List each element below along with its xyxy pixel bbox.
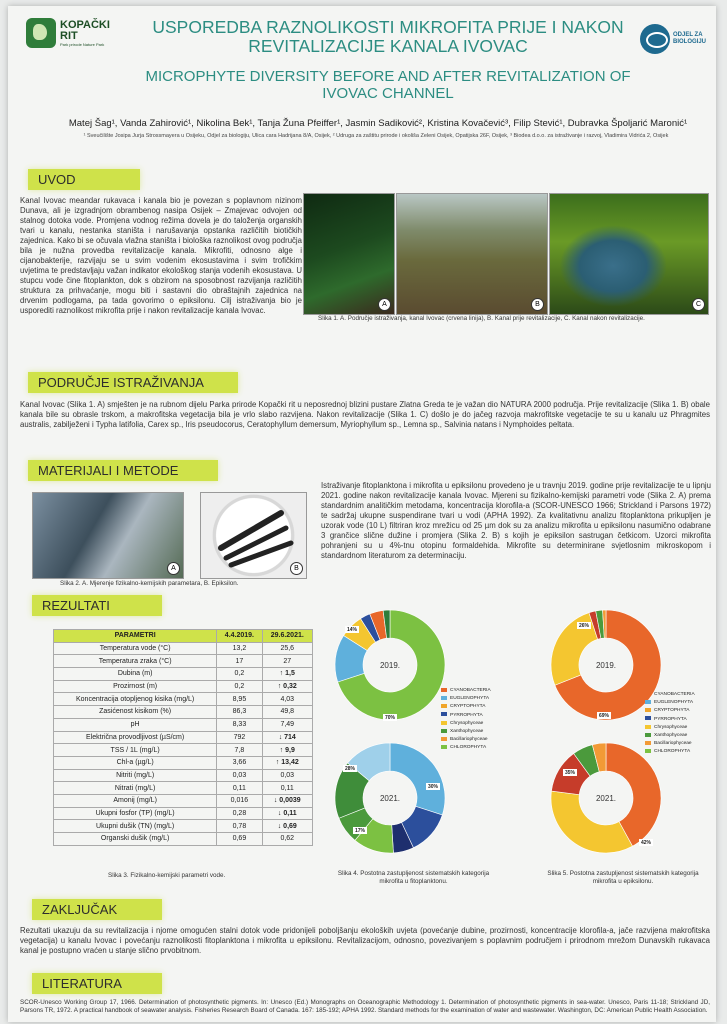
donut-data-label: 35% xyxy=(564,770,576,776)
table-cell-parameter: Nitriti (mg/L) xyxy=(54,769,217,782)
legend-item xyxy=(441,703,511,711)
kopacki-rit-logo xyxy=(26,18,110,48)
table-row xyxy=(54,744,313,757)
legend-item xyxy=(441,744,511,752)
table-cell-2021: ↓ 0,69 xyxy=(262,820,312,833)
legend-item xyxy=(645,740,715,748)
logo-name-1: KOPAČKI xyxy=(60,18,110,31)
table-cell-2019: 0,28 xyxy=(217,807,262,820)
legend-label: EUGLENOPHYTA xyxy=(654,700,694,706)
legend-swatch xyxy=(645,741,651,745)
table-cell-2019: 0,2 xyxy=(217,668,262,681)
table-row xyxy=(54,756,313,769)
table-header-row xyxy=(54,630,313,643)
table-row xyxy=(54,706,313,719)
table-cell-2021: ↑ 0,32 xyxy=(262,680,312,693)
photo-map xyxy=(303,193,395,315)
donut-center-label: 2019. xyxy=(379,661,401,670)
table-cell-2021: 0,11 xyxy=(262,782,312,795)
table-row xyxy=(54,642,313,655)
uvod-text-body: Kanal Ivovac meandar rukavaca i kanala bio je povezan s poplavnom nizinom Dunava, ali je izgradnjom obrambenog nasipa Osijek – Zmajevac odvojen od stalnog dotoka vode. Promjena vodnog režima dovela je do taloženja organskih tvari u kanalu, nestanka staništa i narušavanja opstanka različitih biotičkih zajednica. Kako bi se očuvala vlažna staništa i biološka raznolikost ovog područja bila je nužna provedba revitalizacije kanala. Mikrofiti, odnosno alge i cijanobakterije, razvijaju se u svim vodenim ekosustavima i svim trofičkim uvjetima te predstavljaju važan indikator ekološkog stanja vodenih ekosustava. U stupcu vode čine fitoplankton, dok s obzirom na sposobnost razvijanja različitih struktura za prihvaćanje, mogu biti i sastavni dio obraštajnih zajednica na drvenim podlogama, pa tada govorimo o epiksilonu. Cilj istraživanja bio je usporediti raznolikost mikrofita prije i nakon revitalizacije kanala Ivovac. xyxy=(20,196,302,315)
legend-epiksilon xyxy=(645,691,715,757)
legend-label: Xanthophyceae xyxy=(450,729,484,735)
legend-label: Xanthophyceae xyxy=(654,733,688,739)
dept-name-2: BIOLOGIJU xyxy=(672,39,706,45)
legend-label: Bacillariophyceae xyxy=(654,741,692,747)
legend-fitoplankton xyxy=(441,687,511,753)
legend-label: CHLOROPHYTA xyxy=(654,749,691,755)
badge-2b: B xyxy=(290,562,303,575)
donut-data-label: 17% xyxy=(354,828,366,834)
legend-item xyxy=(645,724,715,732)
table-cell-parameter: Električna provodljivost (µS/cm) xyxy=(54,731,217,744)
legend-swatch xyxy=(441,696,447,700)
table-cell-2021: ↑ 13,42 xyxy=(262,756,312,769)
table-cell-parameter: Ukupni fosfor (TP) (mg/L) xyxy=(54,807,217,820)
photo-measurement xyxy=(32,492,184,579)
zakljucak-text: Rezultati ukazuju da su revitalizacija i njome omogućen stalni dotok vode pridonijeli poboljšanju ekoloških uvjeta (povećanje dubine, prozirnosti, koncentracije klorofila-a, jače razvijena makrofitska vegetacija) u kanalu Ivovac i povećanju raznolikosti fitoplanktona i mikrofita u epiksilonu. Revitalizacijom, odnosno, povezivanjem s poplavnim područjem i prirodnom mrežom Dunavskih rukavaca kanal je postupno vraćen u stanje slično prvobitnom. xyxy=(20,926,710,955)
logo-name-2: RIT xyxy=(60,29,78,42)
photo-after xyxy=(549,193,709,315)
table-cell-2019: 792 xyxy=(217,731,262,744)
table-row xyxy=(54,693,313,706)
table-cell-2021: 25,6 xyxy=(262,642,312,655)
donut-data-label: 30% xyxy=(427,784,439,790)
legend-swatch xyxy=(645,700,651,704)
table-cell-parameter: Temperatura zraka (°C) xyxy=(54,655,217,668)
table-row xyxy=(54,820,313,833)
legend-swatch xyxy=(441,745,447,749)
table-cell-parameter: Amonij (mg/L) xyxy=(54,794,217,807)
table-cell-parameter: Dubina (m) xyxy=(54,668,217,681)
header-parametri: PARAMETRI xyxy=(54,630,217,643)
table-cell-2019: 0,016 xyxy=(217,794,262,807)
legend-swatch xyxy=(645,733,651,737)
donut-data-label: 14% xyxy=(346,627,358,633)
legend-swatch xyxy=(441,712,447,716)
logo-sub: Park prirode Nature Park xyxy=(60,41,105,47)
legend-swatch xyxy=(441,688,447,692)
legend-label: Chrysophyceae xyxy=(450,720,484,726)
title-hr: USPOREDBA RAZNOLIKOSTI MIKROFITA PRIJE I NAKON REVITALIZACIJE KANALA IVOVAC xyxy=(152,17,624,56)
badge-2a: A xyxy=(167,562,180,575)
donut-center-label: 2019. xyxy=(595,661,617,670)
legend-item xyxy=(441,695,511,703)
department-logo-icon xyxy=(640,24,670,54)
legend-swatch xyxy=(645,692,651,696)
table-row xyxy=(54,794,313,807)
table-cell-2019: 7,8 xyxy=(217,744,262,757)
legend-swatch xyxy=(441,704,447,708)
table-cell-2021: ↑ 9,9 xyxy=(262,744,312,757)
table-row xyxy=(54,680,313,693)
table-cell-2021: 0,03 xyxy=(262,769,312,782)
table-cell-2019: 86,3 xyxy=(217,706,262,719)
table-cell-2019: 0,03 xyxy=(217,769,262,782)
donut-data-label: 42% xyxy=(640,840,652,846)
donut-data-label: 70% xyxy=(384,715,396,721)
legend-item xyxy=(645,691,715,699)
legend-label: CRYPTOPHYTA xyxy=(450,704,486,710)
legend-item xyxy=(645,707,715,715)
legend-swatch xyxy=(645,749,651,753)
photo-before xyxy=(396,193,548,315)
legend-swatch xyxy=(441,737,447,741)
table-row xyxy=(54,782,313,795)
legend-swatch xyxy=(645,708,651,712)
table-cell-parameter: Chl-a (µg/L) xyxy=(54,756,217,769)
table-cell-2019: 0,2 xyxy=(217,680,262,693)
table-cell-2021: 27 xyxy=(262,655,312,668)
legend-item xyxy=(441,712,511,720)
literatura-heading: LITERATURA xyxy=(32,973,162,994)
title-en: MICROPHYTE DIVERSITY BEFORE AND AFTER REVITALIZATION OF IVOVAC CHANNEL xyxy=(145,68,631,102)
table-cell-2019: 8,95 xyxy=(217,693,262,706)
table-cell-parameter: Prozirnost (m) xyxy=(54,680,217,693)
rezultati-heading: REZULTATI xyxy=(32,595,162,616)
table-cell-2019: 17 xyxy=(217,655,262,668)
affiliations: ¹ Sveučilište Josipa Jurja Strossmayera u Osijeku, Odjel za biologiju, Ulica cara Hadrijana 8/A, Osijek, ² Udruga za zaštitu prirode i okoliša Zeleni Osijek, Opatijska 26F, Osijek, ³ Biodea d.o.o. za istraživanje i razvoj, Vladimira Vidrića 2, Osijek xyxy=(83,133,669,139)
legend-swatch xyxy=(441,721,447,725)
dept-name-1: ODJEL ZA xyxy=(672,32,703,38)
legend-swatch xyxy=(645,716,651,720)
table-row xyxy=(54,731,313,744)
table-cell-parameter: Nitrati (mg/L) xyxy=(54,782,217,795)
legend-label: Bacillariophyceae xyxy=(450,737,488,743)
badge-a: A xyxy=(378,298,391,311)
legend-item xyxy=(645,748,715,756)
department-logo xyxy=(640,24,706,54)
uvod-text xyxy=(20,196,302,316)
literatura-text: SCOR-Unesco Working Group 17, 1966. Determination of photosynthetic pigments. In: Unesco (Ed.) Monographs on Oceanographic Methodology 1. Determination of photosynthetic pigments in sea-water. Unesco, Paris 11-18; Strickland JD, Parsons TR, 1972. A practical handbook of seawater analysis. Fisheries Research Board of Canada. 167: 185-192; APHA 1992. Standard methods for the examination of water and wastewater. Washington, DC: American Public Health Association. xyxy=(20,999,710,1014)
table-cell-2021: 7,49 xyxy=(262,718,312,731)
table-cell-parameter: Zasićenost kisikom (%) xyxy=(54,706,217,719)
donut-center-label: 2021. xyxy=(595,794,617,803)
materijali-text: Istraživanje fitoplanktona i mikrofita u epiksilonu provedeno je u travnju 2019. godine prije revitalizacije te u lipnju 2021. godine nakon revitalizacije kanala Ivovac. Mjereni su fizikalno-kemijski parametri vode (Slika 2. A) prema standardnim analitičkim metodama, koncentracija klorofila-a (SCOR-UNESCO 1966; Strickland i Parsons 1972) te sadržaj ukupne suspendirane tvari u vodi (APHA 1992). Za kvalitativnu analizu fitoplanktona prikupljen je uzorak vode (10 L) filtriran kroz mrežicu od 25 µm dok su za analizu mikrofita u epiksilonu nasumično odabrane 3 grančice slične dužine i promjera (Slika 2. B) s kojih je epiksilon sastrugan četkicom. Uzorci mikrofita pohranjeni su u 4%-tnu otopinu formaldehida. Mikrofite su determinirane svjetlosnim mikroskopom i standardnom literaturom za determinaciju. xyxy=(321,481,711,560)
legend-label: CRYPTOPHYTA xyxy=(654,708,690,714)
legend-item xyxy=(645,716,715,724)
podrucje-text: Kanal Ivovac (Slika 1. A) smješten je na rubnom dijelu Parka prirode Kopački rit u neposrednoj blizini pustare Zlatna Greda te je važan dio NATURA 2000 područja. Prije revitalizacije (Slika 1. B) obale kanala bile su obrasle trskom, a makrofitska vegetacija bila je vrlo slabo razvijena. Nakon revitalizacije (Slika 1. C) došlo je do jačeg razvoja makrofitske vegetacije te su u kanalu uz Phragmites australis, zabilježeni i Typha latifolia, Carex sp., Iris pseudocorus, Ceratophyllum demersum, Myriophyllum sp., Lemna sp., Salvinia natans i Nymphoides peltata. xyxy=(20,400,710,429)
legend-label: CYANOBACTERIA xyxy=(654,692,695,697)
legend-label: CYANOBACTERIA xyxy=(450,688,491,693)
table-cell-2021: 49,8 xyxy=(262,706,312,719)
authors: Matej Šag¹, Vanda Zahirović¹, Nikolina Bek¹, Tanja Žuna Pfeiffer¹, Jasmin Sadiković², Kristina Kovačević³, Filip Stević¹, Dubravka Špoljarić Maronić¹ xyxy=(68,118,688,129)
zakljucak-heading: ZAKLJUČAK xyxy=(32,899,162,920)
table-cell-parameter: Organski dušik (mg/L) xyxy=(54,833,217,846)
table-cell-parameter: Koncentracija otopljenog kisika (mg/L) xyxy=(54,693,217,706)
table-cell-2021: ↓ 714 xyxy=(262,731,312,744)
legend-label: EUGLENOPHYTA xyxy=(450,696,490,702)
figure-3-caption: Slika 3. Fizikalno-kemijski parametri vode. xyxy=(108,872,226,879)
figure-5-caption: Slika 5. Postotna zastupljenost sistematskih kategorija mikrofita u epiksilonu. xyxy=(547,870,699,885)
table-cell-2021: 0,62 xyxy=(262,833,312,846)
legend-label: PYRROPHYTA xyxy=(654,716,687,722)
legend-item xyxy=(441,720,511,728)
legend-item xyxy=(441,736,511,744)
legend-item xyxy=(645,732,715,740)
figure-2-caption: Slika 2. A. Mjerenje fizikalno-kemijskih parametara, B. Epiksilon. xyxy=(60,580,239,587)
legend-swatch xyxy=(645,725,651,729)
donut-data-label: 26% xyxy=(578,623,590,629)
legend-item xyxy=(441,687,511,695)
table-row xyxy=(54,807,313,820)
table-row xyxy=(54,655,313,668)
park-logo-icon xyxy=(26,18,56,48)
legend-item xyxy=(441,728,511,736)
table-row xyxy=(54,769,313,782)
legend-swatch xyxy=(441,729,447,733)
header-2021: 29.6.2021. xyxy=(262,630,312,643)
donut-data-label: 28% xyxy=(344,766,356,772)
table-cell-parameter: TSS / 1L (mg/L) xyxy=(54,744,217,757)
materijali-heading: MATERIJALI I METODE xyxy=(28,460,218,481)
legend-label: Chrysophyceae xyxy=(654,724,688,730)
badge-c: C xyxy=(692,298,705,311)
table-cell-2021: ↑ 1,5 xyxy=(262,668,312,681)
badge-b: B xyxy=(531,298,544,311)
table-cell-2019: 0,11 xyxy=(217,782,262,795)
legend-item xyxy=(645,699,715,707)
podrucje-heading: PODRUČJE ISTRAŽIVANJA xyxy=(28,372,238,393)
photo-epiksilon xyxy=(200,492,307,579)
table-row xyxy=(54,668,313,681)
table-row xyxy=(54,718,313,731)
figure-4-caption: Slika 4. Postotna zastupljenost sistematskih kategorija mikrofita u fitoplanktonu. xyxy=(337,870,490,885)
table-cell-2021: ↓ 0,0039 xyxy=(262,794,312,807)
table-cell-2021: ↓ 0,11 xyxy=(262,807,312,820)
table-cell-2021: 4,03 xyxy=(262,693,312,706)
poster xyxy=(8,6,716,1022)
header-2019: 4.4.2019. xyxy=(217,630,262,643)
table-cell-2019: 0,69 xyxy=(217,833,262,846)
uvod-heading: UVOD xyxy=(28,169,140,190)
table-cell-parameter: Temperatura vode (°C) xyxy=(54,642,217,655)
table-cell-2019: 0,78 xyxy=(217,820,262,833)
figure-1-caption: Slika 1. A. Područje istraživanja, kanal Ivovac (crvena linija), B. Kanal prije revitalizacije, C. Kanal nakon revitalizacije. xyxy=(318,315,645,322)
donut-slice-bacillariophyceae xyxy=(390,743,445,815)
table-cell-parameter: Ukupni dušik (TN) (mg/L) xyxy=(54,820,217,833)
parameters-table xyxy=(53,629,313,846)
table-cell-2019: 3,66 xyxy=(217,756,262,769)
donut-center-label: 2021. xyxy=(379,794,401,803)
table-cell-2019: 13,2 xyxy=(217,642,262,655)
table-cell-parameter: pH xyxy=(54,718,217,731)
legend-label: CHLOROPHYTA xyxy=(450,745,487,751)
donut-data-label: 69% xyxy=(598,713,610,719)
table-cell-2019: 8,33 xyxy=(217,718,262,731)
legend-label: PYRROPHYTA xyxy=(450,712,483,718)
table-row xyxy=(54,833,313,846)
